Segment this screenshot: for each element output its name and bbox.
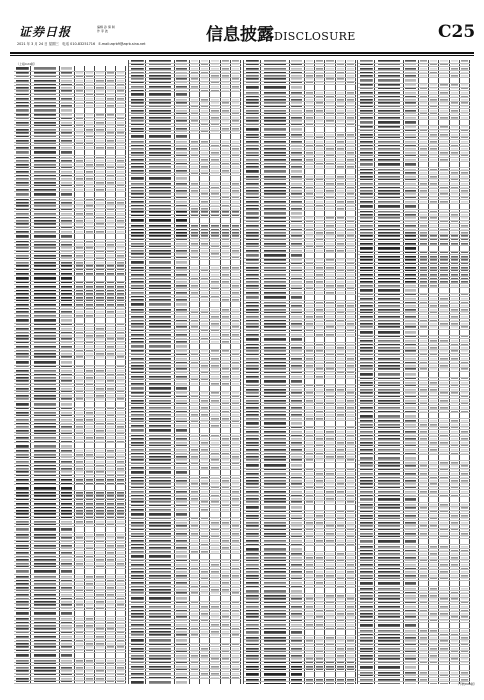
table-row xyxy=(129,679,241,684)
masthead-rule-thin xyxy=(10,55,474,56)
table-column-3 xyxy=(244,60,356,684)
section-title-en: DISCLOSURE xyxy=(274,30,356,43)
newspaper-logo: 证券日报 xyxy=(19,25,72,39)
continued-from-note: （上接C24版） xyxy=(16,62,37,66)
editors-credit: 编辑 孙 倩 制作 李 波 xyxy=(97,25,115,33)
table-row xyxy=(244,681,356,684)
section-title-cn: 信息披露 xyxy=(206,25,274,45)
column-divider xyxy=(128,60,129,684)
disclosure-table xyxy=(358,60,470,684)
table-column-1 xyxy=(14,66,126,684)
disclosure-table xyxy=(14,66,126,684)
disclosure-table xyxy=(244,60,356,684)
column-divider xyxy=(357,60,358,684)
column-divider xyxy=(243,60,244,684)
dateline: 2021 年 3 月 24 日 星期三 电话 010-83251716 E-mail:zqrb9@zqrb.sina.net xyxy=(17,42,146,46)
disclosure-tables xyxy=(14,60,470,684)
masthead xyxy=(10,16,474,50)
disclosure-table xyxy=(129,60,241,684)
continued-to-note: （下转C26版） xyxy=(456,682,477,686)
table-row xyxy=(358,681,470,684)
masthead-rule xyxy=(10,52,474,54)
page-number: C25 xyxy=(438,22,476,42)
table-column-4 xyxy=(358,60,470,684)
table-column-2 xyxy=(129,60,241,684)
section-title xyxy=(206,20,356,45)
